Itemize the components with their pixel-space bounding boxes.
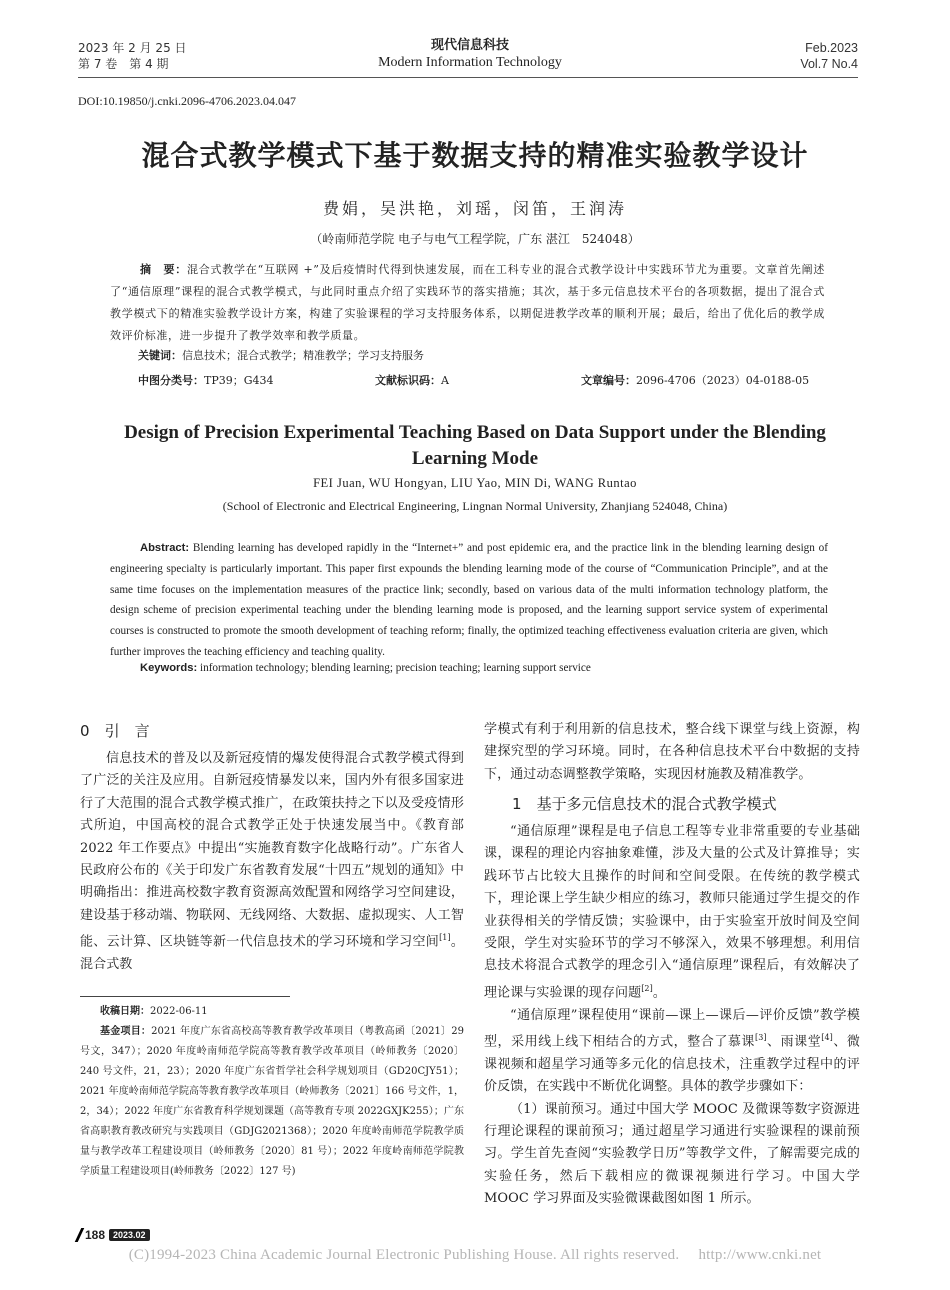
article-number [581, 372, 809, 388]
header-date-cn: 2023 年 2 月 25 日 [78, 41, 187, 55]
journal-name [340, 38, 600, 72]
authors-cn: 费娟，吴洪艳，刘瑶，闵笛，王润涛 [322, 199, 627, 218]
affiliation-cn: （岭南师范学院 电子与电气工程学院，广东 湛江 524048） [310, 232, 640, 246]
page-slash-mark [75, 1228, 85, 1242]
section-1-p2a: “通信原理”课程使用“课前—课上—课后—评价反馈”教学模型，采用线上线下相结合的方式，整合了慕课 [484, 1007, 860, 1050]
section-1-title: 基于多元信息技术的混合式教学模式 [536, 795, 777, 813]
abstract-en [110, 538, 828, 663]
section-1-heading [512, 793, 777, 814]
header-date-en: Feb.2023 [805, 41, 858, 55]
copyright-footer: (C)1994-2023 China Academic Journal Electronic Publishing House. All rights reserved. http://www.cnki.net [128, 1247, 822, 1263]
section-1-paragraph-3: （1）课前预习。通过中国大学 MOOC 及微课等数字资源进行理论课程的课前预习；通过超星学习通进行实验课程的课前预习。学生首先查阅“实验教学日历”等教学文件，了解需要完成的实验任务，然后下载相应的微课视频进行学习。中国大学 MOOC 学习界面及实验微课截图如图 1 所示。 [484, 1101, 861, 1207]
doc-code-value: A [441, 374, 449, 387]
clc-label: 中图分类号： [138, 374, 204, 387]
section-1-p1-end: 。 [652, 985, 666, 1001]
section-0-p1-end: 。混合式教 [80, 934, 465, 972]
page-number [78, 1228, 150, 1242]
section-0-continuation: 学模式有利于利用新的信息技术，整合线下课堂与线上资源，构建探究型的学习环境。同时，在各种信息技术平台中数据的支持下，通过动态调整教学策略，实现因材施教及精准教学。 [484, 722, 860, 782]
article-number-label: 文章编号： [581, 374, 636, 387]
abstract-en-text: Blending learning has developed rapidly in the “Internet+” and post epidemic era, and the practice link in the blending learning design of engineering specialty is particularly important. This paper first expounds the blending learning mode of the course of “Communication Principle”, and at the same time focuses on the implementation measures of the practice link; secondly, based on various data of the multi information technology platform, the design scheme of precision experimental teaching under the blending learning mode is proposed, and the learning support service system of experimental courses is constructed to promote the smooth development of teaching reform; finally, the optimized teaching effectiveness evaluation criteria are given, which further improves the teaching efficiency and teaching quality. [110, 542, 828, 658]
fund-info [80, 1022, 464, 1182]
header-date-issue-en [800, 40, 858, 72]
abstract-en-label: Abstract: [140, 542, 190, 554]
doc-code [375, 372, 449, 388]
section-1-p1: “通信原理”课程是电子信息工程等专业非常重要的专业基础课，课程的理论内容抽象难懂，涉及大量的公式及计算推导；实践环节占比较大且操作的时间和空间受限。在传统的教学模式下，理论课上学生缺少相应的练习，教师只能通过学生提交的作业获得相关的学情反馈；实验课中，由于实验室开放时间及空间受限，学生对实验环节的学习不够深入，效果不够理想。利用信息技术将混合式教学的理念引入“通信原理”课程后，有效解决了理论课与实验课的现存问题 [484, 824, 860, 1001]
section-0-body [80, 748, 464, 976]
received-date [80, 1002, 464, 1022]
keywords-en-label: Keywords: [140, 662, 198, 674]
section-1-number: 1 [512, 795, 522, 813]
section-0-heading [80, 720, 150, 741]
section-1-body [484, 821, 860, 1211]
footnote-rule [80, 996, 290, 997]
header-issue-en: Vol.7 No.4 [800, 57, 858, 71]
keywords-cn-text: 信息技术；混合式教学；精准教学；学习支持服务 [182, 349, 424, 362]
section-1-p2b: 、雨课堂 [766, 1034, 822, 1050]
section-0-paragraph [80, 748, 464, 976]
abstract-cn-text: 混合式教学在“互联网 +”及后疫情时代得到快速发展，而在工科专业的混合式教学设计中实践环节尤为重要。文章首先阐述了“通信原理”课程的混合式教学模式，与此同时重点介绍了实践环节的落实措施；其次，基于多元信息技术平台的各项数据，提出了混合式教学模式下的精准实验教学设计方案，构建了实验课程的学习支持服务体系，以期促进教学改革的顺利开展；最后，给出了优化后的教学成效评价标准，进一步提升了教学效率和教学质量。 [110, 263, 825, 342]
fund-value: 2021 年度广东省高校高等教育教学改革项目（粤教高函〔2021〕29 号文，347）；2020 年度岭南师范学院高等教育教学改革项目（岭师教务〔2020〕240 号文件，21，23）；2020 年度广东省哲学社会科学规划项目（GD20CJY51）；2021 年度岭南师范学院高等教育教学改革项目（岭师教务〔2021〕166 号文件，1，2，34）；2022 年度广东省教育科学规划课题（高等教育专项 2022GXJK255）；广东省高职教育教改研究与实践项目（GDJG2021368）；2020 年度岭南师范学院教学质量与教学改革工程建设项目（岭师教务〔2020〕81 号）；2022 年度岭南师范学院教学质量工程建设项目(岭师教务〔2022〕127 号) [80, 1026, 465, 1177]
clc-value: TP39；G434 [204, 374, 274, 387]
authors-en: FEI Juan, WU Hongyan, LIU Yao, MIN Di, WANG Runtao [313, 476, 637, 490]
page-number-value: 188 [85, 1228, 106, 1242]
keywords-en [140, 662, 591, 674]
keywords-cn-label: 关键词： [138, 349, 182, 362]
page-issue-badge: 2023.02 [109, 1229, 150, 1241]
journal-name-cn: 现代信息科技 [430, 38, 509, 53]
section-1-paragraph-2 [484, 1005, 860, 1099]
doi: DOI:10.19850/j.cnki.2096-4706.2023.04.047 [78, 94, 296, 108]
fund-label: 基金项目： [100, 1026, 152, 1037]
paper-title-cn: 混合式教学模式下基于数据支持的精准实验教学设计 [141, 139, 809, 172]
doc-code-label: 文献标识码： [375, 374, 441, 387]
header-rule [78, 77, 858, 78]
section-0-number: 0 [80, 722, 90, 740]
affiliation-en: (School of Electronic and Electrical Engineering, Lingnan Normal University, Zhanjiang 524048, China) [222, 499, 728, 513]
article-number-value: 2096-4706（2023）04-0188-05 [636, 374, 810, 387]
citation-1: [1] [439, 933, 451, 943]
section-1-p2c: 、微课视频和超星学习通等多元化的信息技术，注重教学过程中的评价反馈，在实践中不断优化调整。具体的教学步骤如下： [484, 1034, 860, 1095]
header-issue-cn: 第 7 卷 第 4 期 [78, 57, 169, 71]
section-0-title: 引 言 [104, 722, 150, 740]
header-date-issue-cn [78, 40, 187, 72]
received-value: 2022-06-11 [150, 1006, 208, 1017]
abstract-cn-label: 摘 要： [140, 263, 188, 276]
section-0-p1: 信息技术的普及以及新冠疫情的爆发使得混合式教学模式得到了广泛的关注及应用。自新冠疫情暴发以来，国内外有很多国家进行了大范围的混合式教学模式推广，在政策扶持之下以及受疫情形式所迫，中国高校的混合式教学正处于快速发展当中。《教育部 2022 年工作要点》中提出“实施教育数字化战略行动”。广东省人民政府公布的《关于印发广东省教育发展“十四五”规划的通知》中明确指出：推进高校数字教育资源高效配置和网络学习空间建设，建设基于移动端、物联网、无线网络、大数据、虚拟现实、人工智能、云计算、区块链等新一代信息技术的学习环境和学习空间 [80, 751, 464, 950]
keywords-cn [138, 347, 424, 363]
clc-code [138, 372, 274, 388]
abstract-cn [110, 259, 825, 347]
paper-title-en: Design of Precision Experimental Teaching Based on Data Support under the Blending Learning Mode [124, 422, 826, 469]
journal-name-en: Modern Information Technology [378, 55, 562, 70]
keywords-en-text: information technology; blending learning; precision teaching; learning support service [197, 662, 591, 674]
citation-3: [3] [754, 1032, 767, 1042]
citation-4: [4] [821, 1032, 833, 1042]
citation-2: [2] [641, 983, 653, 993]
received-label: 收稿日期： [100, 1006, 150, 1017]
section-1-paragraph-1 [484, 821, 860, 1005]
footnote [80, 1002, 464, 1182]
